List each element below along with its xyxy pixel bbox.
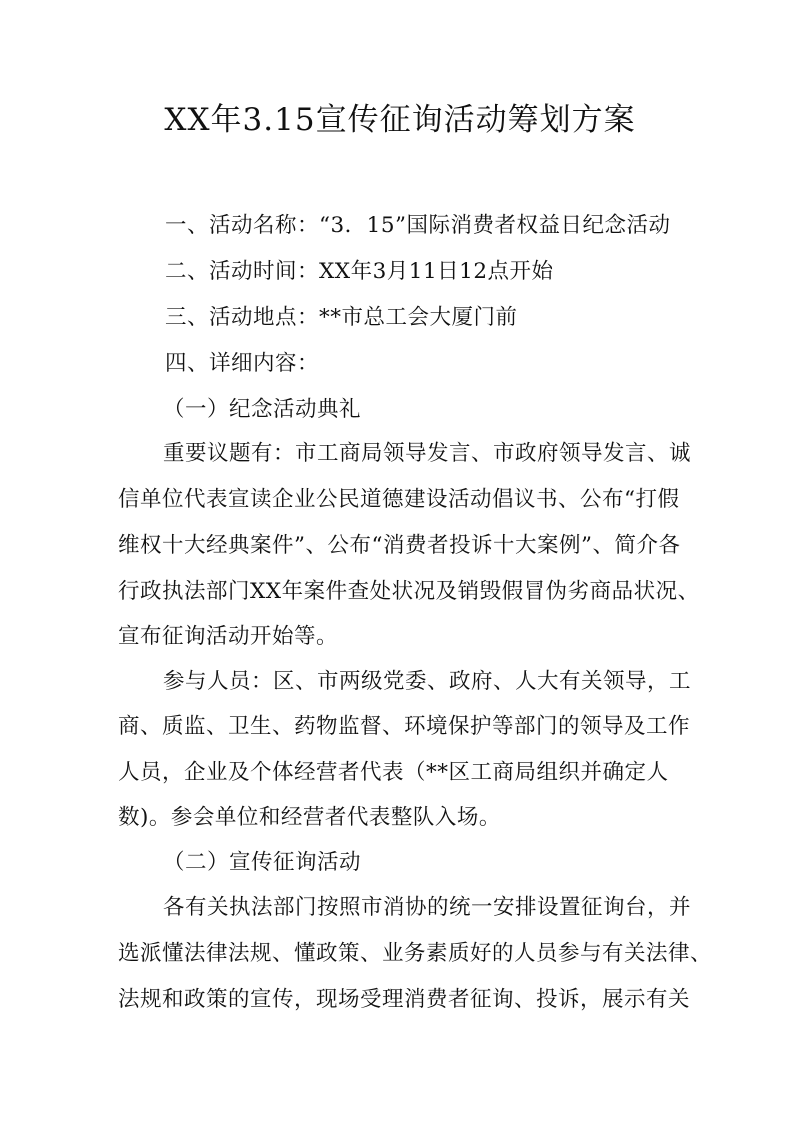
item-activity-name: 一、活动名称：“3．15”国际消费者权益日纪念活动 [165,213,671,238]
paragraph-line: 信单位代表宣读企业公民道德建设活动倡议书、公布“打假 [118,487,680,512]
subsection-heading-ceremony: （一）纪念活动典礼 [163,397,362,422]
paragraph-line: 参与人员：区、市两级党委、政府、人大有关领导，工 [163,669,692,694]
subsection-heading-consultation: （二）宣传征询活动 [163,850,362,875]
document-title: XX年3.15宣传征询活动筹划方案 [164,102,636,138]
paragraph-line: 各有关执法部门按照市消协的统一安排设置征询台，并 [163,895,692,920]
paragraph-line: 选派懂法律法规、懂政策、业务素质好的人员参与有关法律、 [118,941,713,966]
paragraph-line: 数)。参会单位和经营者代表整队入场。 [118,805,501,830]
paragraph-line: 维权十大经典案件”、公布“消费者投诉十大案例”、简介各 [118,533,681,558]
paragraph-line: 商、质监、卫生、药物监督、环境保护等部门的领导及工作 [118,714,691,739]
paragraph-line: 人员，企业及个体经营者代表（**区工商局组织并确定人 [118,760,669,785]
item-detailed-content: 四、详细内容： [165,351,320,376]
paragraph-line: 行政执法部门XX年案件查处状况及销毁假冒伪劣商品状况、 [118,579,700,604]
paragraph-line: 重要议题有：市工商局领导发言、市政府领导发言、诚 [163,441,692,466]
item-activity-location: 三、活动地点：**市总工会大厦门前 [165,305,518,330]
paragraph-line: 宣布征询活动开始等。 [118,624,339,649]
paragraph-line: 法规和政策的宣传，现场受理消费者征询、投诉，展示有关 [118,987,691,1012]
item-activity-time: 二、活动时间：XX年3月11日12点开始 [165,259,554,284]
